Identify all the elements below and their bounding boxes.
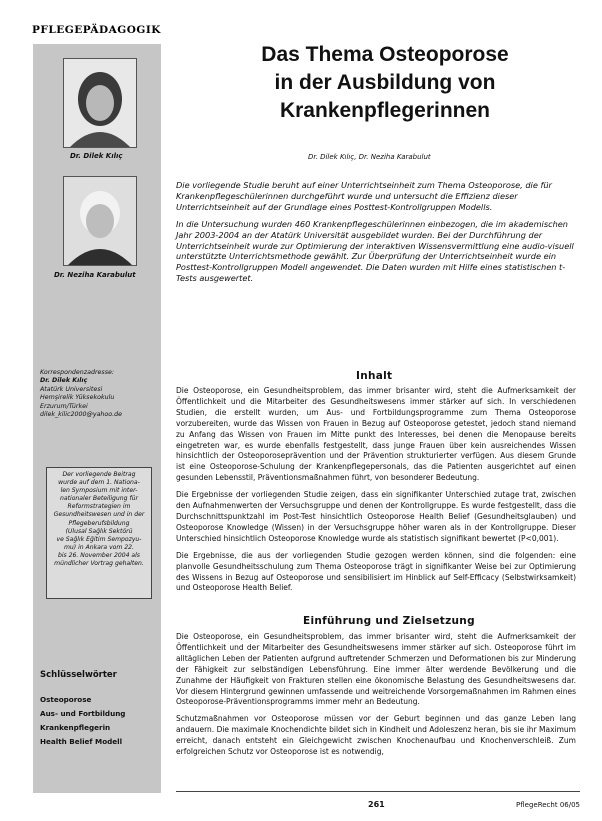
abstract <box>176 180 576 290</box>
note-line: len Symposium mit inter- <box>60 487 138 495</box>
note-line: Gesundheitswesen und in der <box>53 511 145 519</box>
body-paragraph: Die Osteoporose, ein Gesundheitsproblem, das immer brisanter wird, steht die Aufmerksamkeit der Öffentlichkeit und die Mitarbeiter des Gesundheitswesens immer stärker auf sich. In verschiedenen Studien, die erstellt wurden, um Aus- und Fortbildungsprogramme zum Thema Osteoporose vorzubereiten, wurde das Wissen von Frauen in Bezug auf Osteoporose getestet, jedoch stand niemand zu Anfang das Wissen von Frauen im Mitte punkt des Interesses, bei denen die Menopause bereits eingetreten war, es wurde ebenfalls festgestellt, dass junge Frauen über kein ausreichendes Wissen hinsichtlich der Osteoporoseprävention und der Prävention strukturierter verfügen. Aus diesem Grunde ist eine Osteoporose-Schulung der Krankenpflegepersonals, das die Patienten ausgerichtet auf einen gesunden Lebensstil, Präventionsmaßnahmen führt, von besonderer Bedeutung. <box>176 386 576 483</box>
keywords-title: Schlüsselwörter <box>40 670 117 680</box>
journal-name: PflegeRecht 06/05 <box>516 801 580 809</box>
intro-body <box>176 632 576 764</box>
correspondence-address <box>40 369 158 419</box>
note-line: bis 26. November 2004 als <box>58 551 140 559</box>
note-line: Der vorliegende Beitrag <box>62 471 136 478</box>
body-paragraph: Die Ergebnisse der vorliegenden Studie zeigen, dass ein signifikanter Unterschied zutage trat, zwischen den Aufnahmenwerten der Versuchsgruppe und denen der Kontrollgruppe. Es wurde festgestellt, dass die Durchschnittspunktzahl im Post-Test hinsichtlich Osteoporose Health Belief (Gesundheitsglauben) und Osteoporose Knowledge (Wissen) in der Versuchsgruppe höher waren als in der Kontrollgruppe. Dieser Unterschied hinsichtlich Osteoporose Knowledge wurde als statistisch signifikant bewertet (P<0,001). <box>176 490 576 543</box>
keywords-list <box>40 693 158 749</box>
author-photo-1 <box>63 58 137 148</box>
note-line: Pflegeberufsbildung <box>68 519 130 527</box>
contact-line: Hemşirelik Yüksekokulu <box>40 394 115 402</box>
inhalt-body <box>176 386 576 600</box>
body-paragraph: Die Osteoporose, ein Gesundheitsproblem, das immer brisanter wird, steht die Aufmerksamkeit der Öffentlichkeit und der Mitarbeiter des Gesundheitswesens immer stärker auf sich. Osteoporose führt im alltäglichen Leben der Patienten aufgrund auftretender Schmerzen und Deformationen bis zur Minderung der Fähigkeit zur selbständigen Lebensführung. Eine immer älter werdende Bevölkerung und die Zunahme der Häufigkeit von Frakturen stellen eine ökonomische Belastung des Gesundheitswesens dar. Vor diesem Hintergrund gewinnen umfassende und weitreichende Vorsorgemaßnahmen im Rahmen eines Osteoporose-Präventionsprogramms immer mehr an Bedeutung. <box>176 632 576 707</box>
title-line: Krankenpflegerinnen <box>279 99 491 122</box>
keyword: Osteoporose <box>40 695 92 704</box>
note-line: (Ulusal Sağlık Sektörü <box>65 527 133 535</box>
note-line: nationaler Beteiligung für <box>60 495 138 503</box>
note-line: Reformstrategien im <box>67 503 131 511</box>
contact-name: Dr. Dilek Kılıç <box>40 377 88 385</box>
contact-email: dilek_kilic2000@yahoo.de <box>40 411 122 419</box>
article-title <box>190 41 580 125</box>
footer-rule <box>176 791 580 792</box>
title-line: Das Thema Osteoporose <box>261 43 509 66</box>
note-box <box>46 467 152 599</box>
keyword: Krankenpflegerin <box>40 723 111 732</box>
contact-line: Erzurum/Türkei <box>40 402 88 410</box>
article-authors: Dr. Dilek Kılıç, Dr. Neziha Karabulut <box>308 153 431 161</box>
contact-line: Atatürk Universitesi <box>40 385 103 393</box>
contact-label: Korrespondenzadresse: <box>40 369 114 376</box>
author-caption-1: Dr. Dilek Kılıç <box>70 152 123 160</box>
keyword: Aus- und Fortbildung <box>40 709 126 718</box>
abstract-paragraph: In die Untersuchung wurden 460 Krankenpflegeschülerinnen einbezogen, die im akademischen Jahr 2003-2004 an der Atatürk Universität ausgebildet wurden. Bei der Durchführung der Unterrichtseinheit wurde zur Optimierung der interaktiven Wissensvermittlung eine audio-visuell unterstützte Unterrichtsmethode gewählt. Zur Überprüfung der Unterrichtseinheit wurde ein Posttest-Kontrollgruppen Modell angewendet. Die Daten wurden mit Hilfe eines statistischen t-Tests ausgewertet. <box>176 218 574 284</box>
title-line: in der Ausbildung von <box>274 71 496 94</box>
body-paragraph: Die Ergebnisse, die aus der vorliegenden Studie gezogen werden können, sind die folgenden: eine planvolle Gesundheitsschulung zum Thema Osteoporose trägt in signifikanter Weise bei zur Optimierung des Wissens in Bezug auf Osteoporose und sensibilisiert im Hinblick auf Self-Efficacy (Selbstwirksamkeit) und Osteoporose Health Belief. <box>176 550 576 593</box>
note-line: mu) in Ankara vom 22. <box>64 543 134 551</box>
note-line: mündlicher Vortrag gehalten. <box>54 560 144 568</box>
section-title-inhalt: Inhalt <box>356 370 393 382</box>
author-photo-2 <box>63 176 137 266</box>
body-paragraph: Schutzmaßnahmen vor Osteoporose müssen vor der Geburt beginnen und das ganze Leben lang andauern. Die maximale Knochendichte bildet sich in Kindheit und Adoleszenz heran, bis sie ihr Maximum erreicht, danach entsteht ein Gleichgewicht zwischen Knochenaufbau und Knochenverschleiß. Zum erfolgreichen Schutz vor Osteoporose ist es notwendig, <box>176 714 576 757</box>
page-number: 261 <box>368 800 385 809</box>
section-header: PFLEGEPÄDAGOGIK <box>32 24 161 36</box>
note-line: ve Sağlık Eğitim Sempozyu- <box>56 535 142 543</box>
portrait-image <box>64 177 136 265</box>
portrait-image <box>64 59 136 147</box>
author-caption-2: Dr. Neziha Karabulut <box>54 271 136 279</box>
keyword: Health Belief Modell <box>40 737 123 746</box>
abstract-paragraph: Die vorliegende Studie beruht auf einer Unterrichtseinheit zum Thema Osteoporose, die für Krankenpflegeschülerinnen durchgeführt wurde und untersucht die Effizienz dieser Unterrichtseinheit auf der Grundlage eines Posttest-Kontrollgruppen Modells. <box>176 180 552 212</box>
section-title-intro: Einführung und Zielsetzung <box>303 615 475 627</box>
note-line: wurde auf dem 1. Nationa- <box>58 479 140 487</box>
